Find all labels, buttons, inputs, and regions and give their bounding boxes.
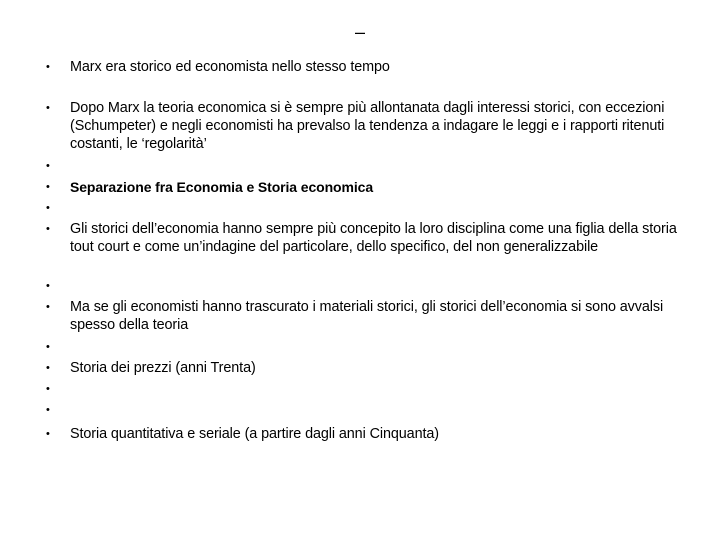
list-item-text: Gli storici dell’economia hanno sempre più concepito la loro disciplina come una figlia della storia tout court e come un’indagine del particolare, dello specifico, del non generalizzabile	[70, 221, 677, 255]
bullet-icon: •	[46, 181, 50, 193]
bullet-icon: •	[46, 202, 50, 214]
list-item-text: Ma se gli economisti hanno trascurato i materiali storici, gli storici dell’economia si sono avvalsi spesso della teoria	[70, 299, 664, 333]
list-item-text: Separazione fra Economia e Storia economica	[70, 179, 374, 195]
bullet-icon: •	[46, 61, 50, 73]
bullet-icon: •	[46, 383, 50, 395]
bullet-icon: •	[46, 301, 50, 313]
bullet-icon: •	[46, 160, 50, 172]
slide-title: –	[354, 22, 365, 42]
bullet-icon: •	[46, 404, 50, 416]
list-item-text: Storia quantitativa e seriale (a partire dagli anni Cinquanta)	[70, 426, 439, 442]
bullet-icon: •	[46, 362, 50, 374]
list-item-text: Storia dei prezzi (anni Trenta)	[70, 360, 256, 376]
bullet-icon: •	[46, 280, 50, 292]
bullet-icon: •	[46, 341, 50, 353]
list-item-text: Marx era storico ed economista nello stesso tempo	[70, 59, 390, 75]
bullet-icon: •	[46, 428, 50, 440]
list-item-text: Dopo Marx la teoria economica si è sempre più allontanata dagli interessi storici, con eccezioni (Schumpeter) e negli economisti ha prevalso la tendenza a indagare le leggi e i rapporti ritenuti costanti, le ‘regolarità’	[70, 100, 665, 152]
bullet-icon: •	[46, 223, 50, 235]
bullet-icon: •	[46, 102, 50, 114]
